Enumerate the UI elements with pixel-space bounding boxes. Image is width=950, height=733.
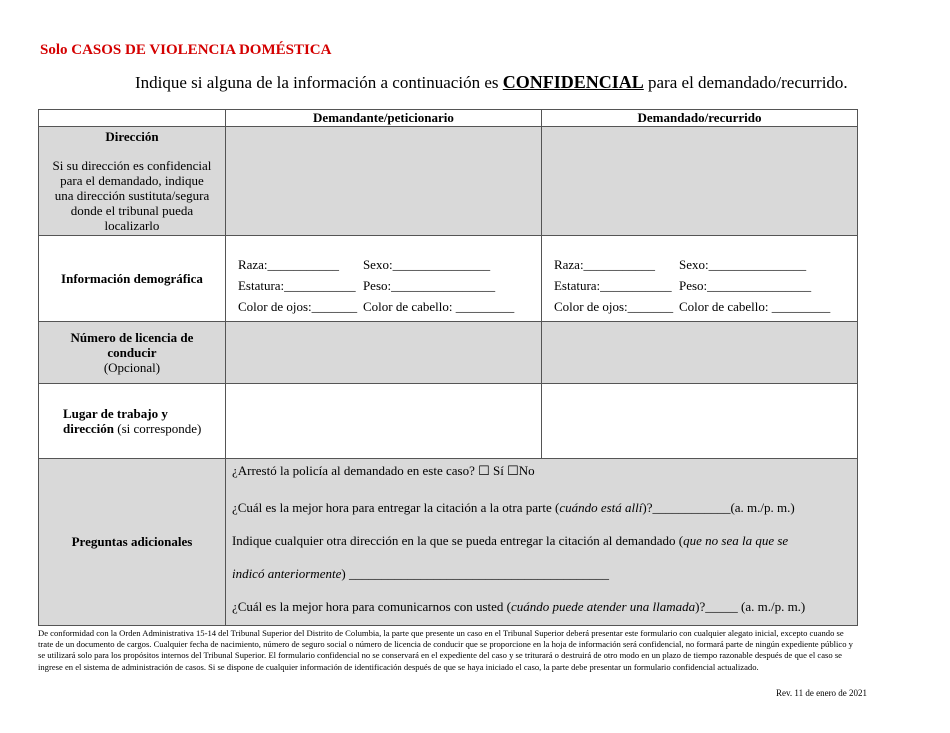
contact-time-question[interactable]	[232, 590, 851, 623]
additional-label-cell	[39, 459, 226, 626]
petitioner-column-header: Demandante/peticionario	[225, 110, 541, 127]
table-header-row	[39, 110, 858, 127]
demographic-row	[39, 236, 858, 322]
respondent-workplace-field[interactable]	[541, 384, 857, 459]
petitioner-demographics	[225, 236, 541, 322]
address-help-text: Si su dirección es confidencial para el demandado, indique una dirección sustituta/segura donde el tribunal pueda localizarlo	[52, 158, 212, 233]
respondent-weight-field[interactable]: Peso:________________	[678, 278, 812, 293]
q2-text-b: )?____________(a. m./p. m.)	[642, 500, 795, 515]
q3-text-italic-2: indicó anteriormente	[231, 566, 342, 581]
q3-text-b: ) ________________________________________	[341, 566, 609, 581]
address-label: Dirección	[105, 129, 159, 144]
q3-text-a: Indique cualquier otra dirección en la que se pueda entregar la citación al demandado (	[231, 533, 684, 548]
petitioner-weight-field[interactable]: Peso:________________	[362, 278, 496, 293]
license-row	[39, 322, 858, 384]
petitioner-eye-color-field[interactable]: Color de ojos:_______	[237, 299, 358, 314]
workplace-label: Lugar de trabajo y dirección	[63, 406, 168, 436]
address-row	[39, 127, 858, 236]
additional-questions-content	[225, 459, 857, 626]
petitioner-workplace-field[interactable]	[225, 384, 541, 459]
petitioner-license-field[interactable]	[225, 322, 541, 384]
confidential-word: CONFIDENCIAL	[502, 72, 644, 92]
domestic-violence-title: Solo CASOS DE VIOLENCIA DOMÉSTICA	[40, 42, 332, 58]
service-time-question[interactable]	[232, 491, 851, 524]
respondent-hair-color-field[interactable]: Color de cabello: _________	[678, 299, 831, 314]
respondent-race-field[interactable]: Raza:___________	[553, 257, 656, 272]
q2-text-a: ¿Cuál es la mejor hora para entregar la citación a la otra parte (	[231, 500, 560, 515]
license-label-cell	[39, 322, 226, 384]
q2-text-italic: cuándo está allí	[559, 500, 643, 515]
q4-text-b: )?_____ (a. m./p. m.)	[695, 599, 806, 614]
intro-text-after: para el demandado/recurrido.	[643, 73, 848, 92]
q4-text-a: ¿Cuál es la mejor hora para comunicarnos con usted (	[231, 599, 511, 614]
additional-questions-row	[39, 459, 858, 626]
workplace-label-suffix: (si corresponde)	[114, 421, 202, 436]
petitioner-height-field[interactable]: Estatura:___________	[237, 278, 356, 293]
confidentiality-notice: De conformidad con la Orden Administrativa 15-14 del Tribunal Superior del Distrito de Columbia, la parte que presente un caso en el Tribunal Superior deberá presentar este formulario con cualquier alegato inicial, excepto cuando se trate de un documento de cargos. Cualquier fecha de nacimiento, número de seguro social o número de licencia de conducir que se proporcione en la hoja de información será confidencial, no formará parte de ningún expediente público y se utilizará solo para los propósitos internos del Tribunal Superior. El formulario confidencial no se conservará en el expediente del caso y se triturará o destruirá de otro modo en un plazo de tiempo razonable después de que el caso se ingrese en el sistema de administración de casos. Si se dispone de cualquier información de identificación después de que se haya iniciado el caso, la parte debe presentar un formulario confidencial actualizado.	[38, 628, 853, 672]
workplace-row	[39, 384, 858, 459]
petitioner-race-field[interactable]: Raza:___________	[237, 257, 340, 272]
revision-date: Rev. 11 de enero de 2021	[776, 688, 868, 698]
respondent-height-field[interactable]: Estatura:___________	[553, 278, 672, 293]
petitioner-sex-field[interactable]: Sexo:_______________	[362, 257, 491, 272]
confidential-info-table	[38, 109, 858, 626]
demographic-label-cell	[39, 236, 226, 322]
respondent-demographics	[541, 236, 857, 322]
respondent-sex-field[interactable]: Sexo:_______________	[678, 257, 807, 272]
petitioner-address-field[interactable]	[225, 127, 541, 236]
respondent-license-field[interactable]	[541, 322, 857, 384]
police-arrest-question[interactable]: ¿Arrestó la policía al demandado en este caso? ☐ Sí ☐No	[231, 463, 535, 478]
workplace-label-cell	[39, 384, 226, 459]
q4-text-italic: cuándo puede atender una llamada	[511, 599, 696, 614]
additional-questions-label: Preguntas adicionales	[71, 534, 193, 549]
address-label-cell	[39, 127, 226, 236]
respondent-address-field[interactable]	[541, 127, 857, 236]
other-address-question[interactable]	[232, 524, 851, 557]
q3-text-italic: que no sea la que se	[683, 533, 789, 548]
other-address-question-cont[interactable]	[232, 557, 851, 590]
petitioner-hair-color-field[interactable]: Color de cabello: _________	[362, 299, 515, 314]
respondent-eye-color-field[interactable]: Color de ojos:_______	[553, 299, 674, 314]
intro-text-before: Indique si alguna de la información a continuación es	[135, 73, 503, 92]
blank-header-cell	[39, 110, 226, 127]
license-label: Número de licencia de conducir	[70, 330, 194, 360]
respondent-column-header: Demandado/recurrido	[541, 110, 857, 127]
confidential-instruction	[135, 72, 848, 93]
license-optional-text: (Opcional)	[103, 360, 161, 375]
demographic-label: Información demográfica	[61, 270, 203, 286]
